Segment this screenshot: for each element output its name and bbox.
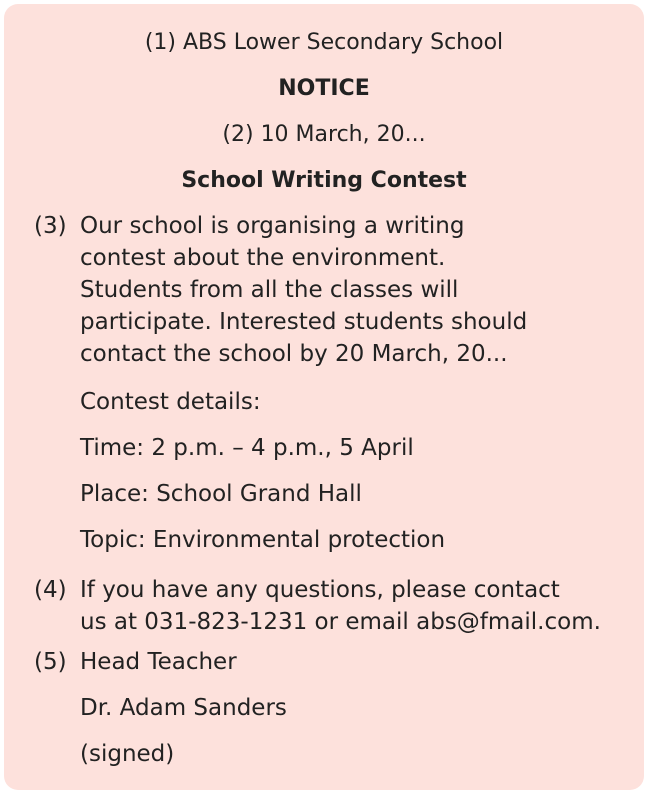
section-3-body (80, 210, 600, 370)
section-5-number: (5) (34, 649, 67, 675)
signature-note: (signed) (80, 741, 175, 767)
notice-card (4, 4, 644, 790)
contest-place: Place: School Grand Hall (80, 481, 362, 507)
school-name: (1) ABS Lower Secondary School (144, 30, 504, 55)
signatory-name: Dr. Adam Sanders (80, 695, 287, 721)
contest-time: Time: 2 p.m. – 4 p.m., 5 April (80, 435, 414, 461)
contest-details-heading: Contest details: (80, 389, 261, 415)
section-3-line: contest about the environment. (80, 245, 446, 271)
section-4-body (80, 574, 601, 638)
notice-heading: NOTICE (278, 76, 370, 101)
section-4-line: If you have any questions, please contact (80, 577, 560, 603)
section-4-number: (4) (34, 577, 67, 603)
section-4-line: us at 031-823-1231 or email abs@fmail.com. (80, 609, 601, 635)
signatory-role: Head Teacher (80, 649, 237, 675)
notice-date: (2) 10 March, 20... (222, 122, 426, 147)
section-3-number: (3) (34, 213, 67, 239)
contest-topic: Topic: Environmental protection (80, 527, 446, 553)
section-3-line: Our school is organising a writing (80, 213, 465, 239)
section-3-line: participate. Interested students should (80, 309, 528, 335)
section-3-line: Students from all the classes will (80, 277, 459, 303)
section-3-line: contact the school by 20 March, 20... (80, 341, 508, 367)
notice-title: School Writing Contest (181, 168, 467, 193)
